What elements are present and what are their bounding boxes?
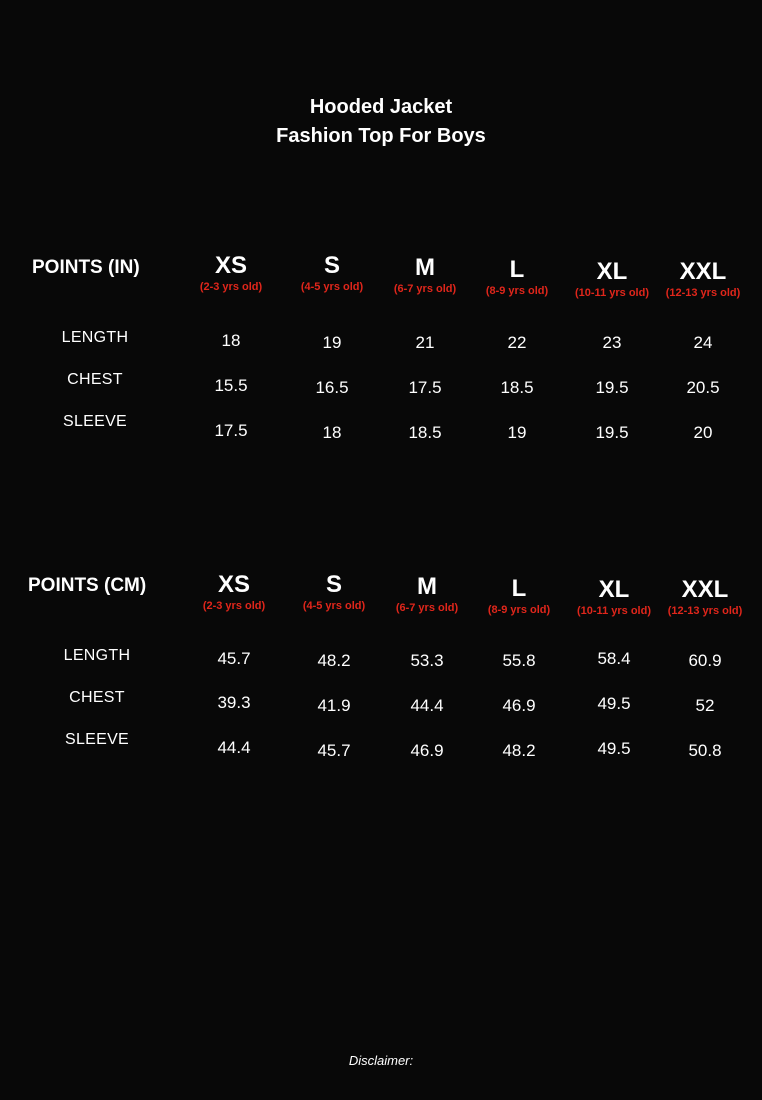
size-age-range: (12-13 yrs old) (667, 605, 743, 617)
size-header (375, 254, 475, 296)
size-name: L (509, 256, 525, 283)
measurement-cell: 52 (695, 696, 715, 715)
measurement-cell: 45.7 (217, 649, 251, 668)
size-age-range: (6-7 yrs old) (395, 602, 459, 614)
measurement-cell: 18 (322, 423, 342, 442)
measurement-cell: 49.5 (597, 694, 631, 713)
measurement-cell: 45.7 (317, 741, 351, 760)
title-line-2: Fashion Top For Boys (276, 125, 486, 147)
measurement-cell: 20 (693, 423, 713, 442)
points-label: POINTS (IN) (32, 257, 140, 278)
size-name: L (511, 575, 527, 602)
size-age-range: (10-11 yrs old) (577, 605, 651, 617)
size-age-range: (8-9 yrs old) (485, 285, 549, 297)
measurement-cell: 39.3 (217, 693, 251, 712)
measurement-cell: 16.5 (315, 378, 349, 397)
disclaimer: Disclaimer: (348, 1053, 414, 1068)
size-name: XXL (679, 258, 727, 285)
measurement-cell: 44.4 (410, 696, 444, 715)
row-label-length: LENGTH (63, 647, 131, 664)
measurement-cell: 46.9 (502, 696, 536, 715)
measurement-cell: 19.5 (595, 423, 629, 442)
row-label-chest: CHEST (67, 371, 123, 388)
measurement-cell: 17.5 (408, 378, 442, 397)
row-label-chest: CHEST (69, 689, 125, 706)
measurement-cell: 18 (221, 331, 241, 350)
measurement-cell: 55.8 (502, 651, 536, 670)
size-age-range: (12-13 yrs old) (665, 287, 741, 299)
size-name: XS (214, 252, 247, 279)
measurement-cell: 44.4 (217, 738, 251, 757)
measurement-cell: 19 (507, 423, 527, 442)
measurement-cell: 58.4 (597, 649, 631, 668)
size-name: M (417, 573, 437, 600)
size-header (284, 571, 384, 613)
measurement-cell: 49.5 (597, 739, 631, 758)
size-age-range: (6-7 yrs old) (393, 283, 457, 295)
size-name: XL (598, 576, 630, 603)
measurement-cell: 23 (602, 333, 622, 352)
size-age-range: (4-5 yrs old) (300, 281, 364, 293)
size-age-range: (10-11 yrs old) (575, 287, 649, 299)
size-header (377, 573, 477, 615)
measurement-cell: 18.5 (408, 423, 442, 442)
measurement-cell: 18.5 (500, 378, 534, 397)
size-age-range: (2-3 yrs old) (199, 281, 263, 293)
size-header (653, 258, 753, 300)
size-name: S (323, 252, 340, 279)
size-name: XL (596, 258, 628, 285)
measurement-cell: 15.5 (214, 376, 248, 395)
row-label-sleeve: SLEEVE (64, 731, 130, 748)
size-header (467, 256, 567, 298)
measurement-cell: 22 (507, 333, 527, 352)
row-label-sleeve: SLEEVE (62, 413, 128, 430)
size-name: XS (217, 571, 250, 598)
size-name: S (325, 571, 342, 598)
measurement-cell: 41.9 (317, 696, 351, 715)
size-header (184, 571, 284, 613)
size-header (181, 252, 281, 294)
size-header (655, 576, 755, 618)
measurement-cell: 48.2 (317, 651, 351, 670)
size-name: M (415, 254, 435, 281)
size-name: XXL (681, 576, 729, 603)
measurement-cell: 46.9 (410, 741, 444, 760)
row-label-length: LENGTH (61, 329, 129, 346)
measurement-cell: 50.8 (688, 741, 722, 760)
measurement-cell: 19.5 (595, 378, 629, 397)
measurement-cell: 24 (693, 333, 713, 352)
size-header (564, 576, 664, 618)
measurement-cell: 19 (322, 333, 342, 352)
size-age-range: (4-5 yrs old) (302, 600, 366, 612)
measurement-cell: 21 (415, 333, 435, 352)
measurement-cell: 60.9 (688, 651, 722, 670)
measurement-cell: 53.3 (410, 651, 444, 670)
size-header (282, 252, 382, 294)
size-age-range: (8-9 yrs old) (487, 604, 551, 616)
measurement-cell: 17.5 (214, 421, 248, 440)
measurement-cell: 48.2 (502, 741, 536, 760)
measurement-cell: 20.5 (686, 378, 720, 397)
points-label: POINTS (CM) (28, 575, 147, 596)
size-age-range: (2-3 yrs old) (202, 600, 266, 612)
size-header (469, 575, 569, 617)
size-header (562, 258, 662, 300)
title-line-1: Hooded Jacket (309, 96, 453, 118)
